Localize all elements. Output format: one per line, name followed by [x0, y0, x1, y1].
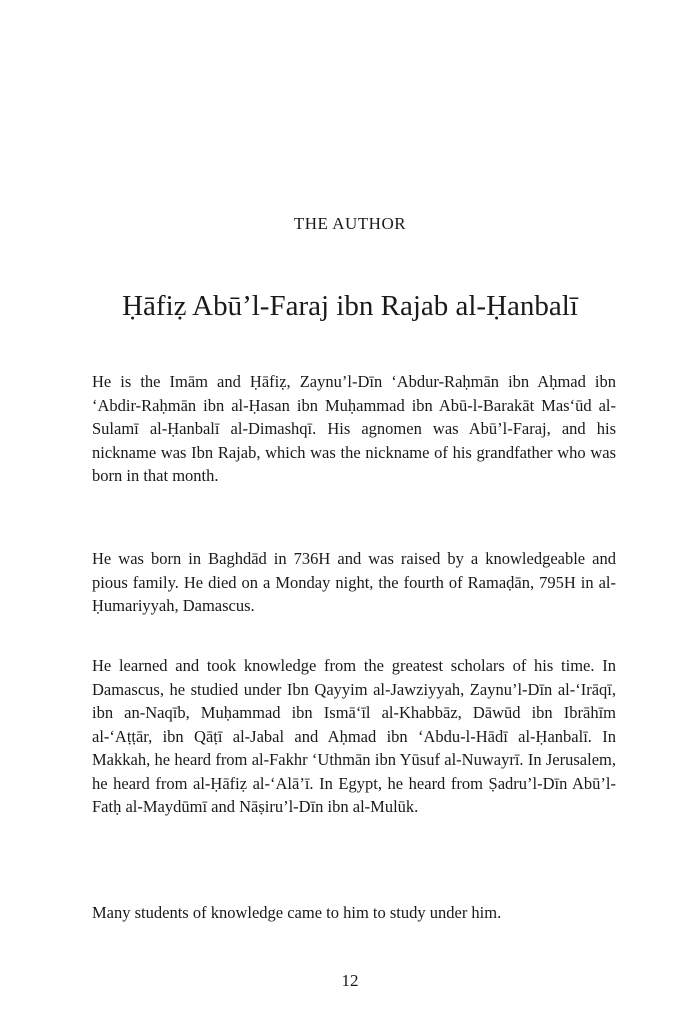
page-number: 12	[341, 971, 359, 990]
paragraph-teachers: He learned and took knowledge from the greatest scholars of his time. In Damascus, he studied under Ibn Qayyim al-Jawziyyah, Zaynu’l-Dīn al-‘Irāqī, ibn an-Naqīb, Muḥammad ibn Ismā‘īl al-Khabbāz, Dāwūd ibn Ibrāhīm al-‘Aṭṭār, ibn Qāṭī al-Jabal and Aḥmad ibn ‘Abdu-l-Hādī al-Ḥanbalī. In Makkah, he heard from al-Fakhr ‘Uthmān ibn Yūsuf al-Nuwayrī. In Jerusalem, he heard from al-Ḥāfiẓ al-‘Alā’ī. In Egypt, he heard from Ṣadru’l-Dīn Abū’l-Fatḥ al-Maydūmī and Nāṣiru’l-Dīn ibn al-Mulūk.	[92, 656, 616, 816]
paragraph-biography: He is the Imām and Ḥāfiẓ, Zaynu’l-Dīn ‘Abdur-Raḥmān ibn Aḥmad ibn ‘Abdir-Raḥmān ibn al-Ḥasan ibn Muḥammad ibn Abū-l-Barakāt Mas‘ūd al-Sulamī al-Ḥanbalī al-Dimashqī. His agnomen was Abū’l-Faraj, and his nickname was Ibn Rajab, which was the nickname of his grandfather who was born in that month.	[92, 372, 616, 485]
page-title: Ḥāfiẓ Abū’l-Faraj ibn Rajab al-Ḥanbalī	[122, 290, 578, 322]
paragraph-students: Many students of knowledge came to him to study under him.	[92, 903, 502, 922]
paragraph-birth-death: He was born in Baghdād in 736H and was raised by a knowledgeable and pious family. He died on a Monday night, the fourth of Ramaḍān, 795H in al-Ḥumariyyah, Damascus.	[92, 549, 616, 615]
section-heading: THE AUTHOR	[293, 214, 407, 233]
